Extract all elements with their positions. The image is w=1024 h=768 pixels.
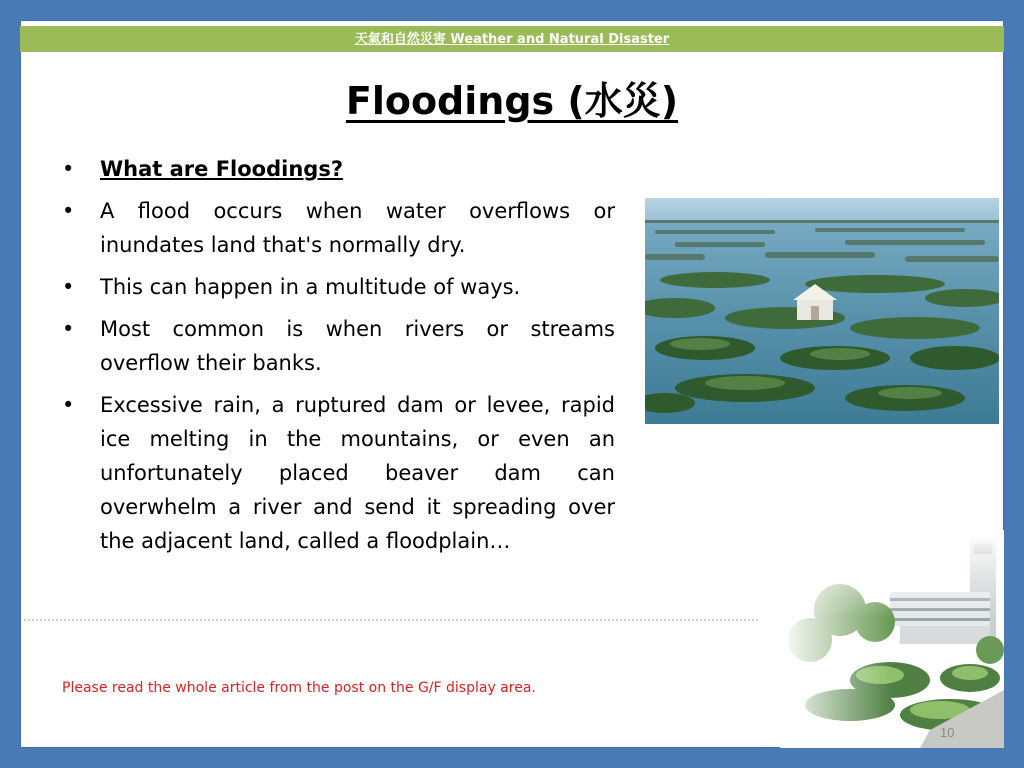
bullet-icon: • bbox=[62, 199, 75, 223]
bullet-text: A flood occurs when water overflows or inundates land that's normally dry. bbox=[100, 199, 615, 257]
bullet-item bbox=[60, 312, 615, 380]
bullet-heading: What are Floodings? bbox=[100, 157, 344, 181]
footer-note: Please read the whole article from the post on the G/F display area. bbox=[62, 680, 536, 696]
bullet-item bbox=[60, 388, 615, 558]
page-number: 10 bbox=[940, 725, 955, 740]
divider bbox=[24, 619, 758, 621]
bullet-text: This can happen in a multitude of ways. bbox=[100, 275, 521, 299]
bullet-icon: • bbox=[62, 275, 75, 299]
slide bbox=[20, 20, 1004, 748]
bullet-icon: • bbox=[62, 317, 75, 341]
flood-photo bbox=[645, 198, 999, 424]
bullet-text: Excessive rain, a ruptured dam or levee, rapid ice melting in the mountains, or even an unfortunately placed beaver dam can overwhelm a river and send it spreading over the adjacent land, called a floodplain… bbox=[100, 393, 615, 553]
slide-title-text: Floodings (水災) bbox=[345, 79, 679, 123]
bullet-item bbox=[60, 270, 615, 304]
bullet-text: Most common is when rivers or streams overflow their banks. bbox=[100, 317, 615, 375]
bullet-icon: • bbox=[62, 157, 75, 181]
slide-title bbox=[20, 70, 1004, 125]
header-banner-text: 天氣和自然災害 Weather and Natural Disaster bbox=[354, 32, 670, 47]
bullet-icon: • bbox=[62, 393, 75, 417]
building-illustration bbox=[780, 530, 1004, 748]
bullet-item bbox=[60, 194, 615, 262]
header-banner bbox=[20, 26, 1004, 52]
bullet-list bbox=[60, 152, 615, 566]
bullet-item bbox=[60, 152, 615, 186]
